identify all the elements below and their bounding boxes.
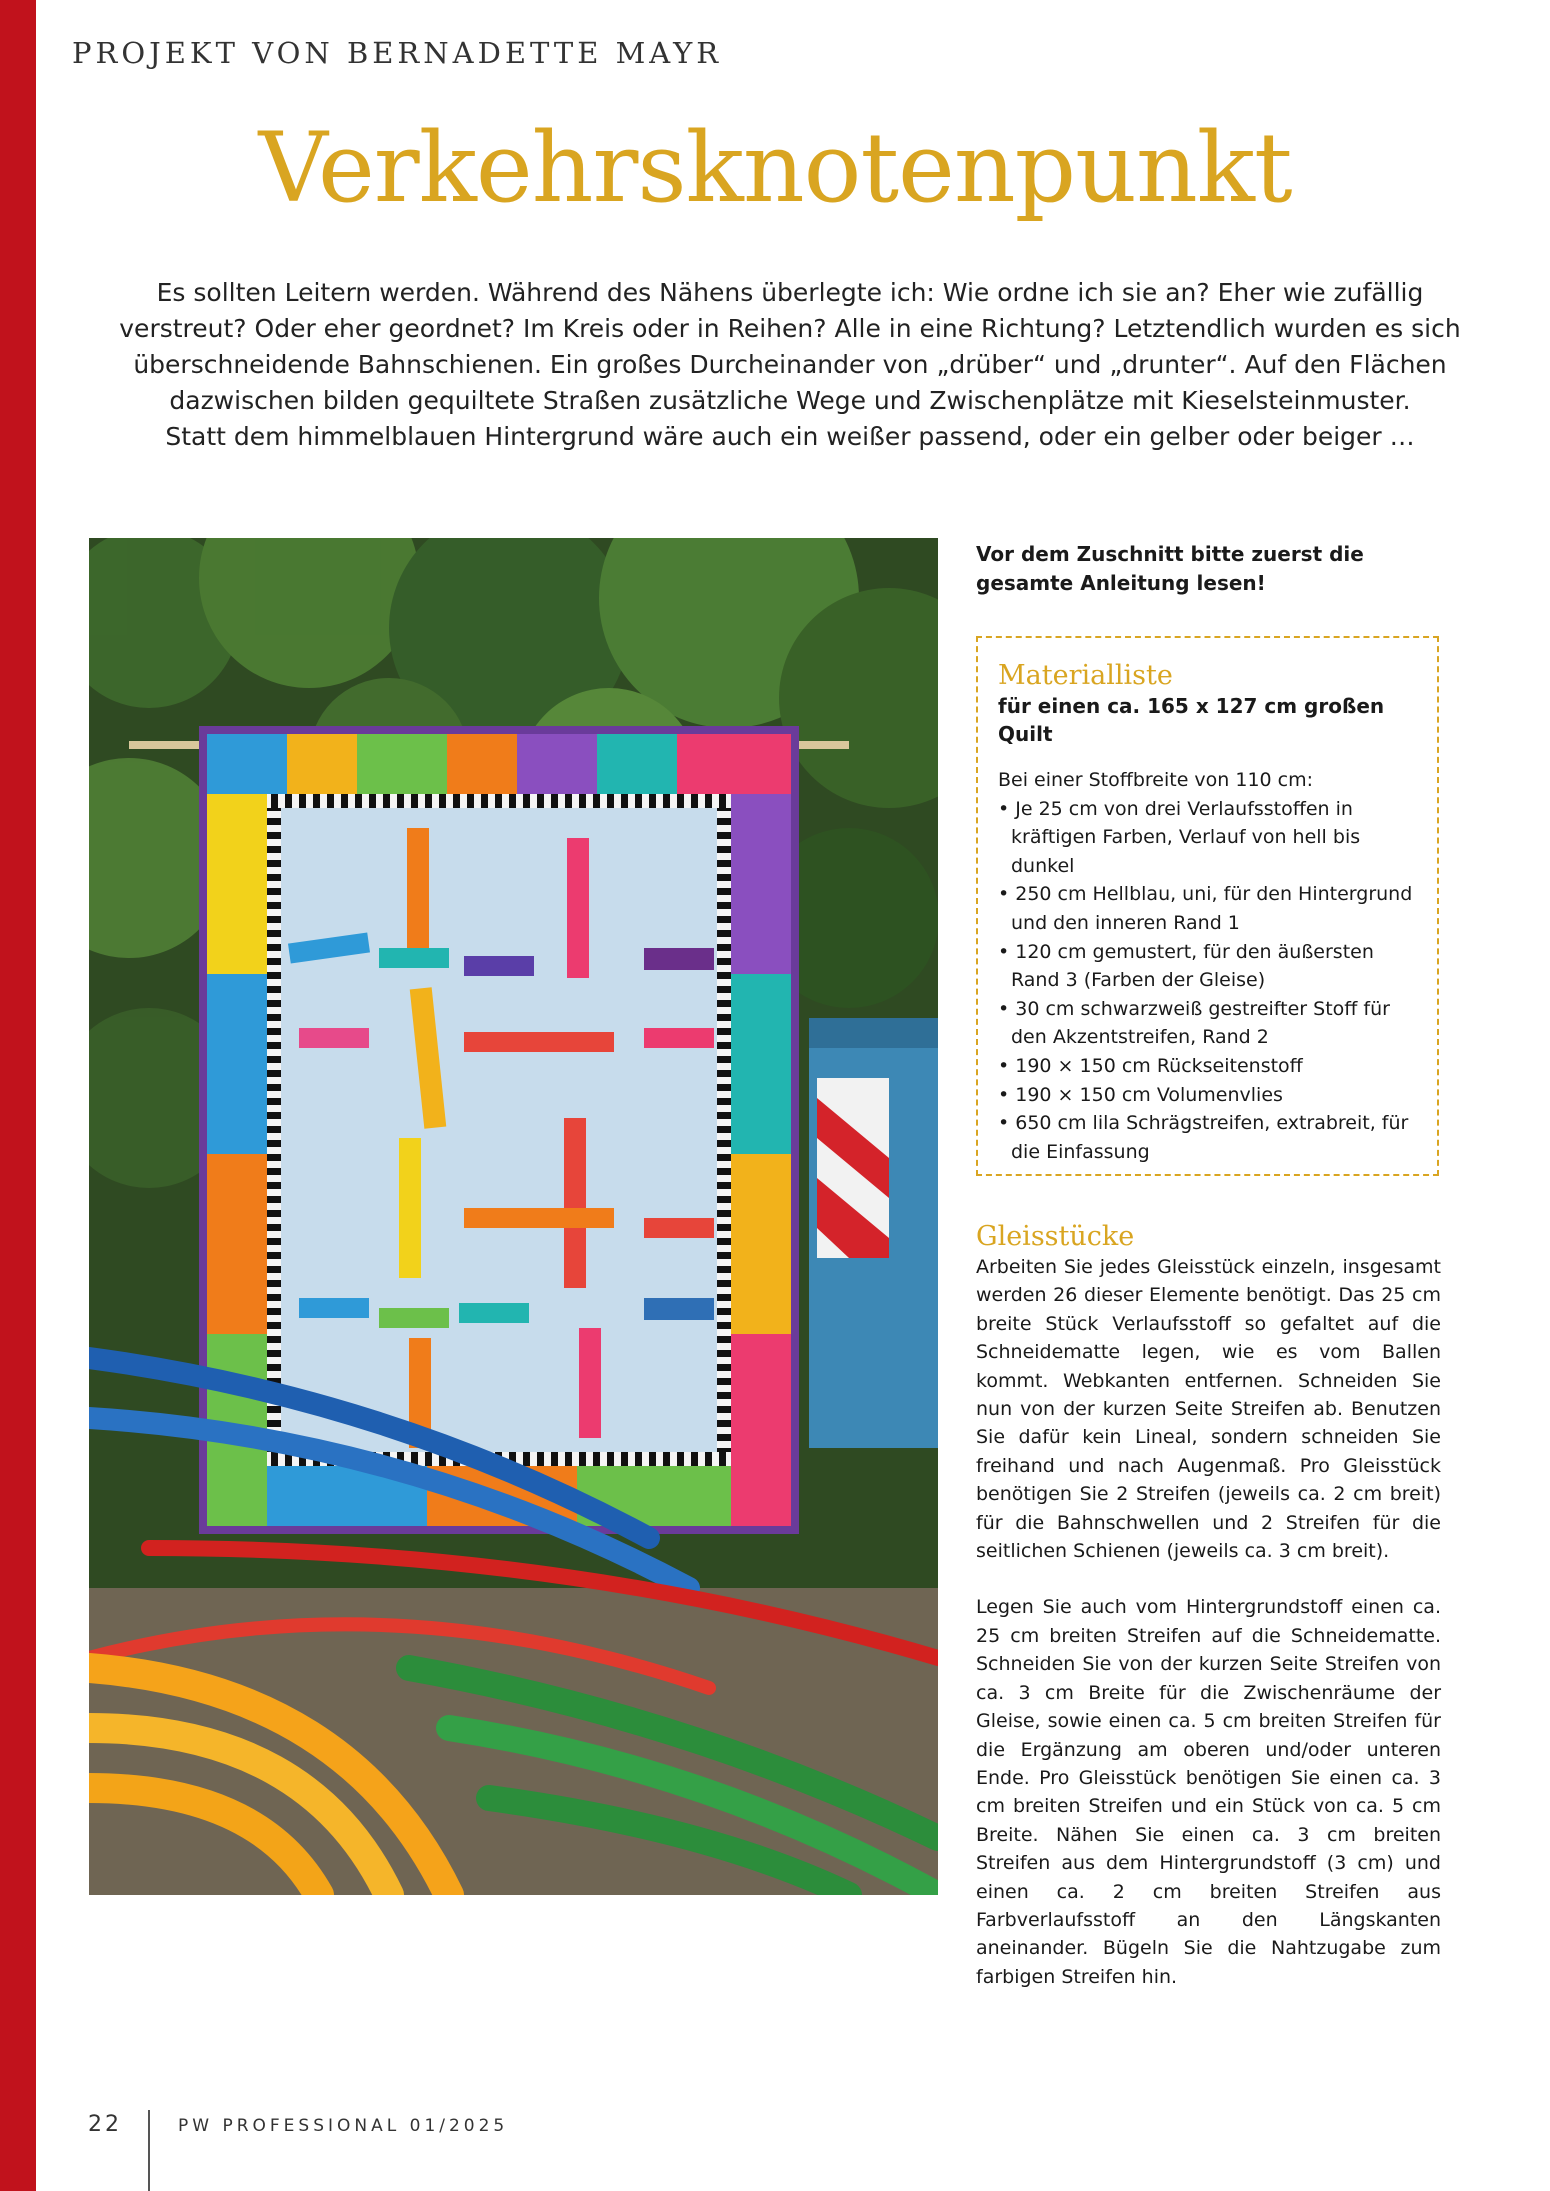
material-list-heading: Materialliste bbox=[998, 660, 1173, 691]
body-paragraph: Legen Sie auch vom Hintergrundstoff einen ca. 25 cm breiten Streifen auf die Schneidematte. Schneiden Sie von der kurzen Seite Streifen von ca. 3 cm Breite für die Zwischenräume der Gleise, sowie einen ca. 5 cm breiten Streifen für die Ergänzung am oberen und/oder unteren Ende. Pro Gleisstück benötigen Sie einen ca. 3 cm breiten Streifen und ein Stück von ca. 5 cm Breite. Nähen Sie einen ca. 3 cm breiten Streifen aus dem Hintergrundstoff (3 cm) und einen ca. 2 cm breiten Streifen aus Farbverlaufsstoff an den Längskanten aneinander. Bügeln Sie die Nahtzugabe zum farbigen Streifen hin. bbox=[976, 1596, 1441, 1988]
section-body bbox=[976, 1253, 1441, 1991]
footer-divider bbox=[148, 2110, 150, 2191]
material-list-box bbox=[976, 636, 1439, 1176]
project-author-kicker: PROJEKT VON BERNADETTE MAYR bbox=[72, 36, 723, 70]
intro-line: verstreut? Oder eher geordnet? Im Kreis oder in Reihen? Alle in eine Richtung? Letztendlich wurden es sich bbox=[119, 314, 1461, 343]
magazine-issue: PW PROFESSIONAL 01/2025 bbox=[178, 2116, 509, 2136]
list-item: • 190 × 150 cm Volumenvlies bbox=[998, 1083, 1283, 1106]
list-item: • 650 cm lila Schrägstreifen, extrabreit, für die Einfassung bbox=[998, 1112, 1409, 1163]
side-color-bar bbox=[0, 0, 36, 2191]
section-gleisstuecke bbox=[976, 1221, 1441, 2019]
quilt-photo bbox=[89, 538, 938, 1895]
material-list-subheading: für einen ca. 165 x 127 cm großen Quilt bbox=[998, 694, 1385, 746]
material-list bbox=[998, 766, 1417, 1166]
intro-line: Statt dem himmelblauen Hintergrund wäre auch ein weißer passend, oder ein gelber oder beiger … bbox=[165, 422, 1415, 451]
list-item: • 250 cm Hellblau, uni, für den Hintergrund und den inneren Rand 1 bbox=[998, 883, 1413, 934]
list-item: • Je 25 cm von drei Verlaufsstoffen in kräftigen Farben, Verlauf von hell bis dunkel bbox=[998, 797, 1361, 877]
material-list-intro: Bei einer Stoffbreite von 110 cm: bbox=[998, 769, 1314, 791]
page-number: 22 bbox=[88, 2112, 122, 2137]
intro-line: dazwischen bilden gequiltete Straßen zusätzliche Wege und Zwischenplätze mit Kieselsteinmuster. bbox=[169, 386, 1411, 415]
intro-line: überschneidende Bahnschienen. Ein großes Durcheinander von „drüber“ und „drunter“. Auf den Flächen bbox=[133, 350, 1447, 379]
list-item: • 190 × 150 cm Rückseitenstoff bbox=[998, 1054, 1303, 1077]
section-heading: Gleisstücke bbox=[976, 1221, 1135, 1252]
list-item: • 30 cm schwarzweiß gestreifter Stoff für den Akzentstreifen, Rand 2 bbox=[998, 997, 1390, 1049]
list-item: • 120 cm gemustert, für den äußersten Rand 3 (Farben der Gleise) bbox=[998, 940, 1374, 992]
intro-line: Es sollten Leitern werden. Während des Nähens überlegte ich: Wie ordne ich sie an? Eher wie zufällig bbox=[156, 278, 1424, 307]
intro-paragraph bbox=[90, 275, 1490, 455]
page-title: Verkehrsknotenpunkt bbox=[258, 112, 1292, 224]
reading-notice: Vor dem Zuschnitt bitte zuerst die gesamte Anleitung lesen! bbox=[976, 542, 1364, 595]
body-paragraph: Arbeiten Sie jedes Gleisstück einzeln, insgesamt werden 26 dieser Elemente benötigt. Das 25 cm breite Stück Verlaufsstoff so gefaltet auf die Schneidematte legen, wie es vom Ballen kommt. Webkanten entfernen. Schneiden Sie nun von der kurzen Seite Streifen ab. Benutzen Sie dafür kein Lineal, sondern schneiden Sie freihand und nach Augenmaß. Pro Gleisstück benötigen Sie 2 Streifen (jeweils ca. 2 cm breit) für die Bahnschwellen und 2 Streifen für die seitlichen Schienen (jeweils ca. 3 cm breit). bbox=[976, 1256, 1441, 1563]
